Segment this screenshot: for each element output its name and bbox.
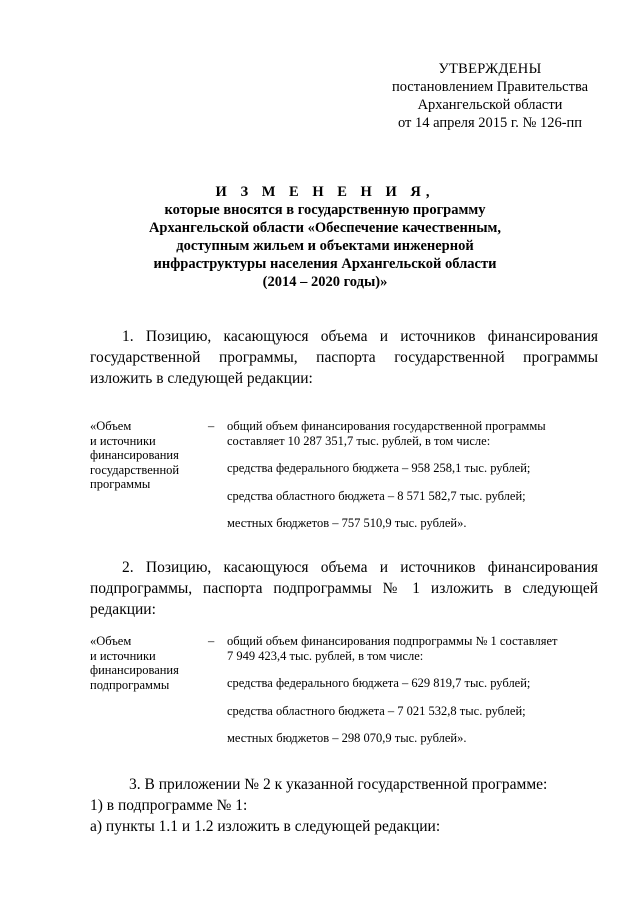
total-funding-line: общий объем финансирования государственной программы — [227, 419, 546, 433]
label-line: финансирования — [90, 448, 179, 462]
approval-date: от 14 апреля 2015 г. № 126-пп — [397, 115, 583, 131]
subitem-line: 1) в подпрограмме № 1: — [90, 797, 248, 814]
label-line: «Объем — [90, 634, 132, 648]
approval-line: постановлением Правительства — [391, 79, 589, 95]
funding-values — [227, 419, 597, 531]
dash: – — [208, 419, 215, 433]
funding-label — [90, 419, 200, 492]
title-line: которые вносятся в государственную программу — [164, 202, 486, 218]
federal-budget-line: средства федерального бюджета – 958 258,1 тыс. рублей; — [227, 461, 531, 475]
total-funding-line: 7 949 423,4 тыс. рублей, в том числе: — [227, 648, 424, 663]
total-funding-line: общий объем финансирования подпрограммы № 1 составляет — [227, 634, 558, 648]
label-line: и источники — [90, 648, 156, 663]
local-budget-line: местных бюджетов – 298 070,9 тыс. рублей». — [227, 731, 467, 745]
title-line: инфраструктуры населения Архангельской области — [153, 256, 497, 272]
approval-block — [360, 60, 620, 132]
total-funding-line: составляет 10 287 351,7 тыс. рублей, в том числе: — [227, 433, 491, 448]
label-line: финансирования — [90, 663, 179, 677]
document-title — [90, 183, 560, 291]
funding-label — [90, 634, 200, 692]
section-2-paragraph: 2. Позицию, касающуюся объема и источников финансирования подпрограммы, паспорта подпрограммы № 1 изложить в следующей редакции: — [90, 559, 598, 618]
title-heading: И З М Е Н Е Н И Я, — [215, 184, 435, 200]
title-line: Архангельской области «Обеспечение качественным, — [148, 220, 502, 236]
label-line: программы — [90, 477, 151, 491]
section-1-paragraph: 1. Позицию, касающуюся объема и источников финансирования государственной программы, паспорта государственной программы изложить в следующей редакции: — [90, 328, 598, 387]
label-line: «Объем — [90, 419, 132, 433]
section-3-line: 3. В приложении № 2 к указанной государственной программе: — [129, 776, 548, 793]
title-line: (2014 – 2020 годы)» — [262, 274, 388, 290]
regional-budget-line: средства областного бюджета – 7 021 532,8 тыс. рублей; — [227, 703, 526, 718]
label-line: государственной — [90, 462, 180, 477]
approval-heading: УТВЕРЖДЕНЫ — [438, 61, 542, 77]
title-line: доступным жильем и объектами инженерной — [176, 238, 474, 254]
regional-budget-line: средства областного бюджета – 8 571 582,7 тыс. рублей; — [227, 488, 526, 503]
funding-values — [227, 634, 597, 746]
subitem-line: а) пункты 1.1 и 1.2 изложить в следующей редакции: — [90, 818, 441, 835]
dash: – — [208, 634, 215, 648]
local-budget-line: местных бюджетов – 757 510,9 тыс. рублей». — [227, 516, 467, 530]
federal-budget-line: средства федерального бюджета – 629 819,7 тыс. рублей; — [227, 676, 531, 690]
label-line: подпрограммы — [90, 677, 170, 692]
approval-line: Архангельской области — [417, 97, 563, 113]
label-line: и источники — [90, 433, 156, 448]
